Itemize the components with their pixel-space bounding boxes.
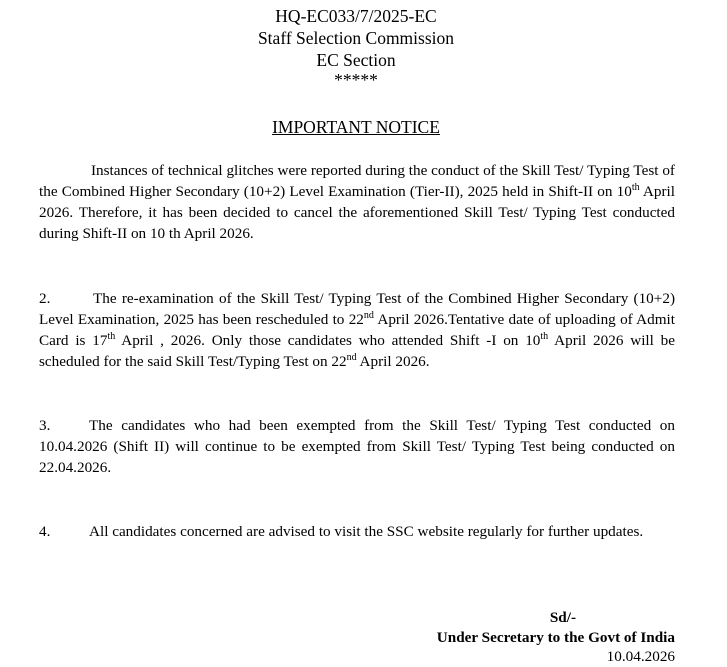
organization-name: Staff Selection Commission: [257, 28, 455, 48]
paragraph-4: [39, 521, 675, 542]
header-separator: *****: [334, 70, 378, 90]
section-name: EC Section: [316, 50, 396, 70]
paragraph-4-text: All candidates concerned are advised to visit the SSC website regularly for further updates.: [89, 523, 644, 540]
paragraph-1-text-b: April 2026. Therefore, it has been decided to cancel the aforementioned Skill Test/ Typing Test conducted during Shift-II on 10 th April 2026.: [39, 183, 675, 242]
paragraph-2-text-d: April 2026 will be scheduled for the said Skill Test/Typing Test on 22: [39, 332, 676, 370]
paragraph-2-text-c: April , 2026. Only those candidates who attended Shift -I on 10: [115, 332, 541, 349]
paragraph-2-number: 2.: [39, 290, 51, 307]
reference-number: HQ-EC033/7/2025-EC: [275, 6, 437, 26]
notice-title: IMPORTANT NOTICE: [272, 117, 440, 137]
paragraph-2-sup-d: nd: [346, 351, 357, 363]
paragraph-3: [39, 415, 675, 478]
paragraph-2-text-a: The re-examination of the Skill Test/ Typing Test of the Combined Higher Secondary (10+2) Level Examination, 2025 has been rescheduled to 22: [39, 290, 675, 328]
paragraph-1-text-a: Instances of technical glitches were reported during the conduct of the Skill Test/ Typing Test of the Combined Higher Secondary (10+2) Level Examination (Tier-II), 2025 held in Shift-II on 10: [39, 162, 675, 200]
signature-sd: Sd/-: [549, 609, 576, 626]
paragraph-2-sup-a: nd: [363, 309, 374, 321]
paragraph-2-text-e: April 2026.: [356, 353, 430, 370]
paragraph-2-sup-b: th: [107, 330, 116, 342]
paragraph-3-text: The candidates who had been exempted from the Skill Test/ Typing Test conducted on 10.04.2026 (Shift II) will continue to be exempted from Skill Test/ Typing Test being conducted on 22.04.2026.: [39, 417, 675, 476]
paragraph-3-number: 3.: [39, 417, 51, 434]
signatory-designation: Under Secretary to the Govt of India: [436, 629, 675, 646]
signature-date: 10.04.2026: [606, 648, 675, 665]
paragraph-1-sup-a: th: [631, 181, 640, 193]
paragraph-4-number: 4.: [39, 523, 51, 540]
paragraph-2: [39, 288, 675, 372]
document-header: [0, 5, 712, 89]
paragraph-2-text-b: April 2026.Tentative date of uploading of Admit Card is 17: [39, 311, 676, 349]
paragraph-1: [39, 160, 675, 244]
paragraph-2-sup-c: th: [540, 330, 549, 342]
